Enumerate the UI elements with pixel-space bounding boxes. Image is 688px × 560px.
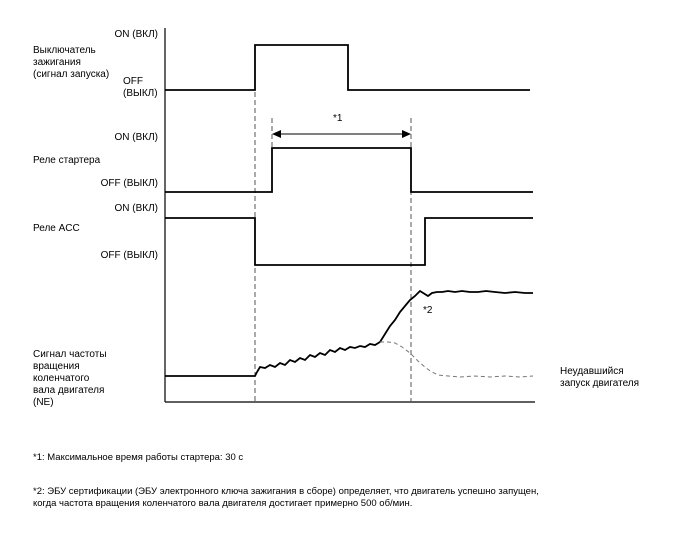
acc-off-label: OFF (ВЫКЛ) bbox=[100, 250, 158, 261]
ignition-switch-label: Выключатель зажигания (сигнал запуска) bbox=[33, 45, 110, 80]
acc-relay-waveform bbox=[165, 218, 533, 265]
marker-2-label: *2 bbox=[423, 305, 433, 316]
ignition-waveform bbox=[165, 45, 530, 90]
ignition-on-label: ON (ВКЛ) bbox=[114, 29, 158, 40]
starter-relay-label: Реле стартера bbox=[33, 155, 101, 166]
ne-failed-start-waveform bbox=[380, 342, 533, 377]
footnote-1: *1: Максимальное время работы стартера: 30 с bbox=[33, 452, 244, 463]
acc-relay-label: Реле ACC bbox=[33, 223, 80, 234]
duration-arrow-right-head bbox=[402, 130, 411, 138]
marker-1-label: *1 bbox=[333, 113, 343, 124]
failed-start-label: Неудавшийся запуск двигателя bbox=[560, 366, 640, 389]
duration-arrow-left-head bbox=[272, 130, 281, 138]
ne-signal-label: Сигнал частоты вращения коленчатого вала двигателя (NE) bbox=[33, 349, 107, 408]
ne-signal-waveform bbox=[165, 291, 533, 376]
starter-relay-waveform bbox=[165, 148, 533, 192]
acc-on-label: ON (ВКЛ) bbox=[114, 203, 158, 214]
starter-on-label: ON (ВКЛ) bbox=[114, 132, 158, 143]
ignition-off-label: OFF (ВЫКЛ) bbox=[123, 76, 158, 99]
footnote-2: *2: ЭБУ сертификации (ЭБУ электронного ключа зажигания в сборе) определяет, что двигатель успешно запущен, когда частота вращения коленчатого вала двигателя достигает примерно 500 об/мин. bbox=[33, 486, 539, 509]
starter-off-label: OFF (ВЫКЛ) bbox=[100, 178, 158, 189]
